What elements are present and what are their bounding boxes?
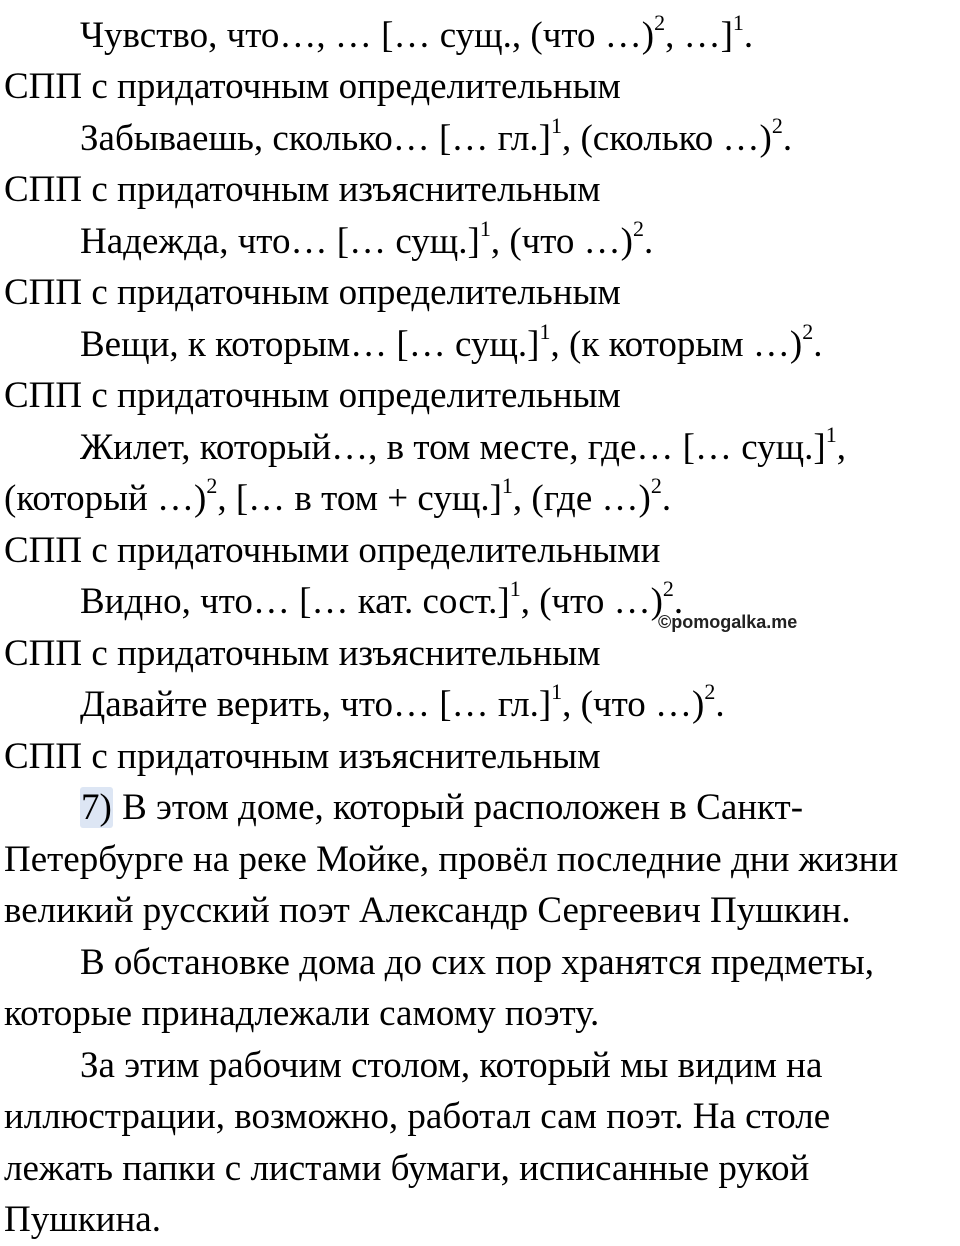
scheme-line-4: Вещи, к которым… [… сущ.]$^1$, (к которым …)$^2$. bbox=[80, 318, 823, 365]
scheme-line-5b: (который …)$^2$, [… в том + сущ.]$^1$, (где …)$^2$. bbox=[4, 472, 672, 519]
task-number-highlight: 7) bbox=[81, 787, 112, 828]
answer-line-6: СПП с придаточным изъяснительным bbox=[4, 633, 601, 674]
task-7-line-7: иллюстрации, возможно, работал сам поэт. На столе bbox=[4, 1096, 831, 1137]
scheme-line-5a: Жилет, который…, в том месте, где… [… сущ.]$^1$, bbox=[80, 421, 846, 468]
task-7-line-9: Пушкина. bbox=[4, 1199, 161, 1240]
task-7-line-2: Петербурге на реке Мойке, провёл последние дни жизни bbox=[4, 839, 899, 880]
scheme-line-6: Видно, что… [… кат. сост.]$^1$, (что …)$^2$. bbox=[80, 575, 684, 622]
answer-line-4: СПП с придаточным определительным bbox=[4, 375, 621, 416]
scheme-line-2: Забываешь, сколько… [… гл.]$^1$, (сколько …)$^2$. bbox=[80, 112, 793, 159]
answer-line-5: СПП с придаточными определительными bbox=[4, 530, 661, 571]
scheme-line-3: Надежда, что… [… сущ.]$^1$, (что …)$^2$. bbox=[80, 215, 654, 262]
answer-line-3: СПП с придаточным определительным bbox=[4, 272, 621, 313]
task-7-line-1: 7) В этом доме, который расположен в Санкт- bbox=[81, 787, 804, 828]
task-7-line-6: За этим рабочим столом, который мы видим на bbox=[80, 1045, 823, 1086]
answer-line-7: СПП с придаточным изъяснительным bbox=[4, 736, 601, 777]
task-7-line-4: В обстановке дома до сих пор хранятся предметы, bbox=[80, 942, 875, 983]
task-7-line-3: великий русский поэт Александр Сергеевич Пушкин. bbox=[4, 890, 851, 931]
answer-line-1: СПП с придаточным определительным bbox=[4, 66, 621, 107]
answer-line-2: СПП с придаточным изъяснительным bbox=[4, 169, 601, 210]
task-7-line-8: лежать папки с листами бумаги, исписанные рукой bbox=[4, 1148, 810, 1189]
scheme-line-7: Давайте верить, что… [… гл.]$^1$, (что …)$^2$. bbox=[80, 678, 725, 725]
task-7-line-5: которые принадлежали самому поэту. bbox=[4, 993, 600, 1034]
scheme-line-1: Чувство, что…, … [… сущ., (что …)$^2$, …]$^1$. bbox=[80, 9, 754, 56]
watermark: ©pomogalka.me bbox=[658, 612, 798, 632]
